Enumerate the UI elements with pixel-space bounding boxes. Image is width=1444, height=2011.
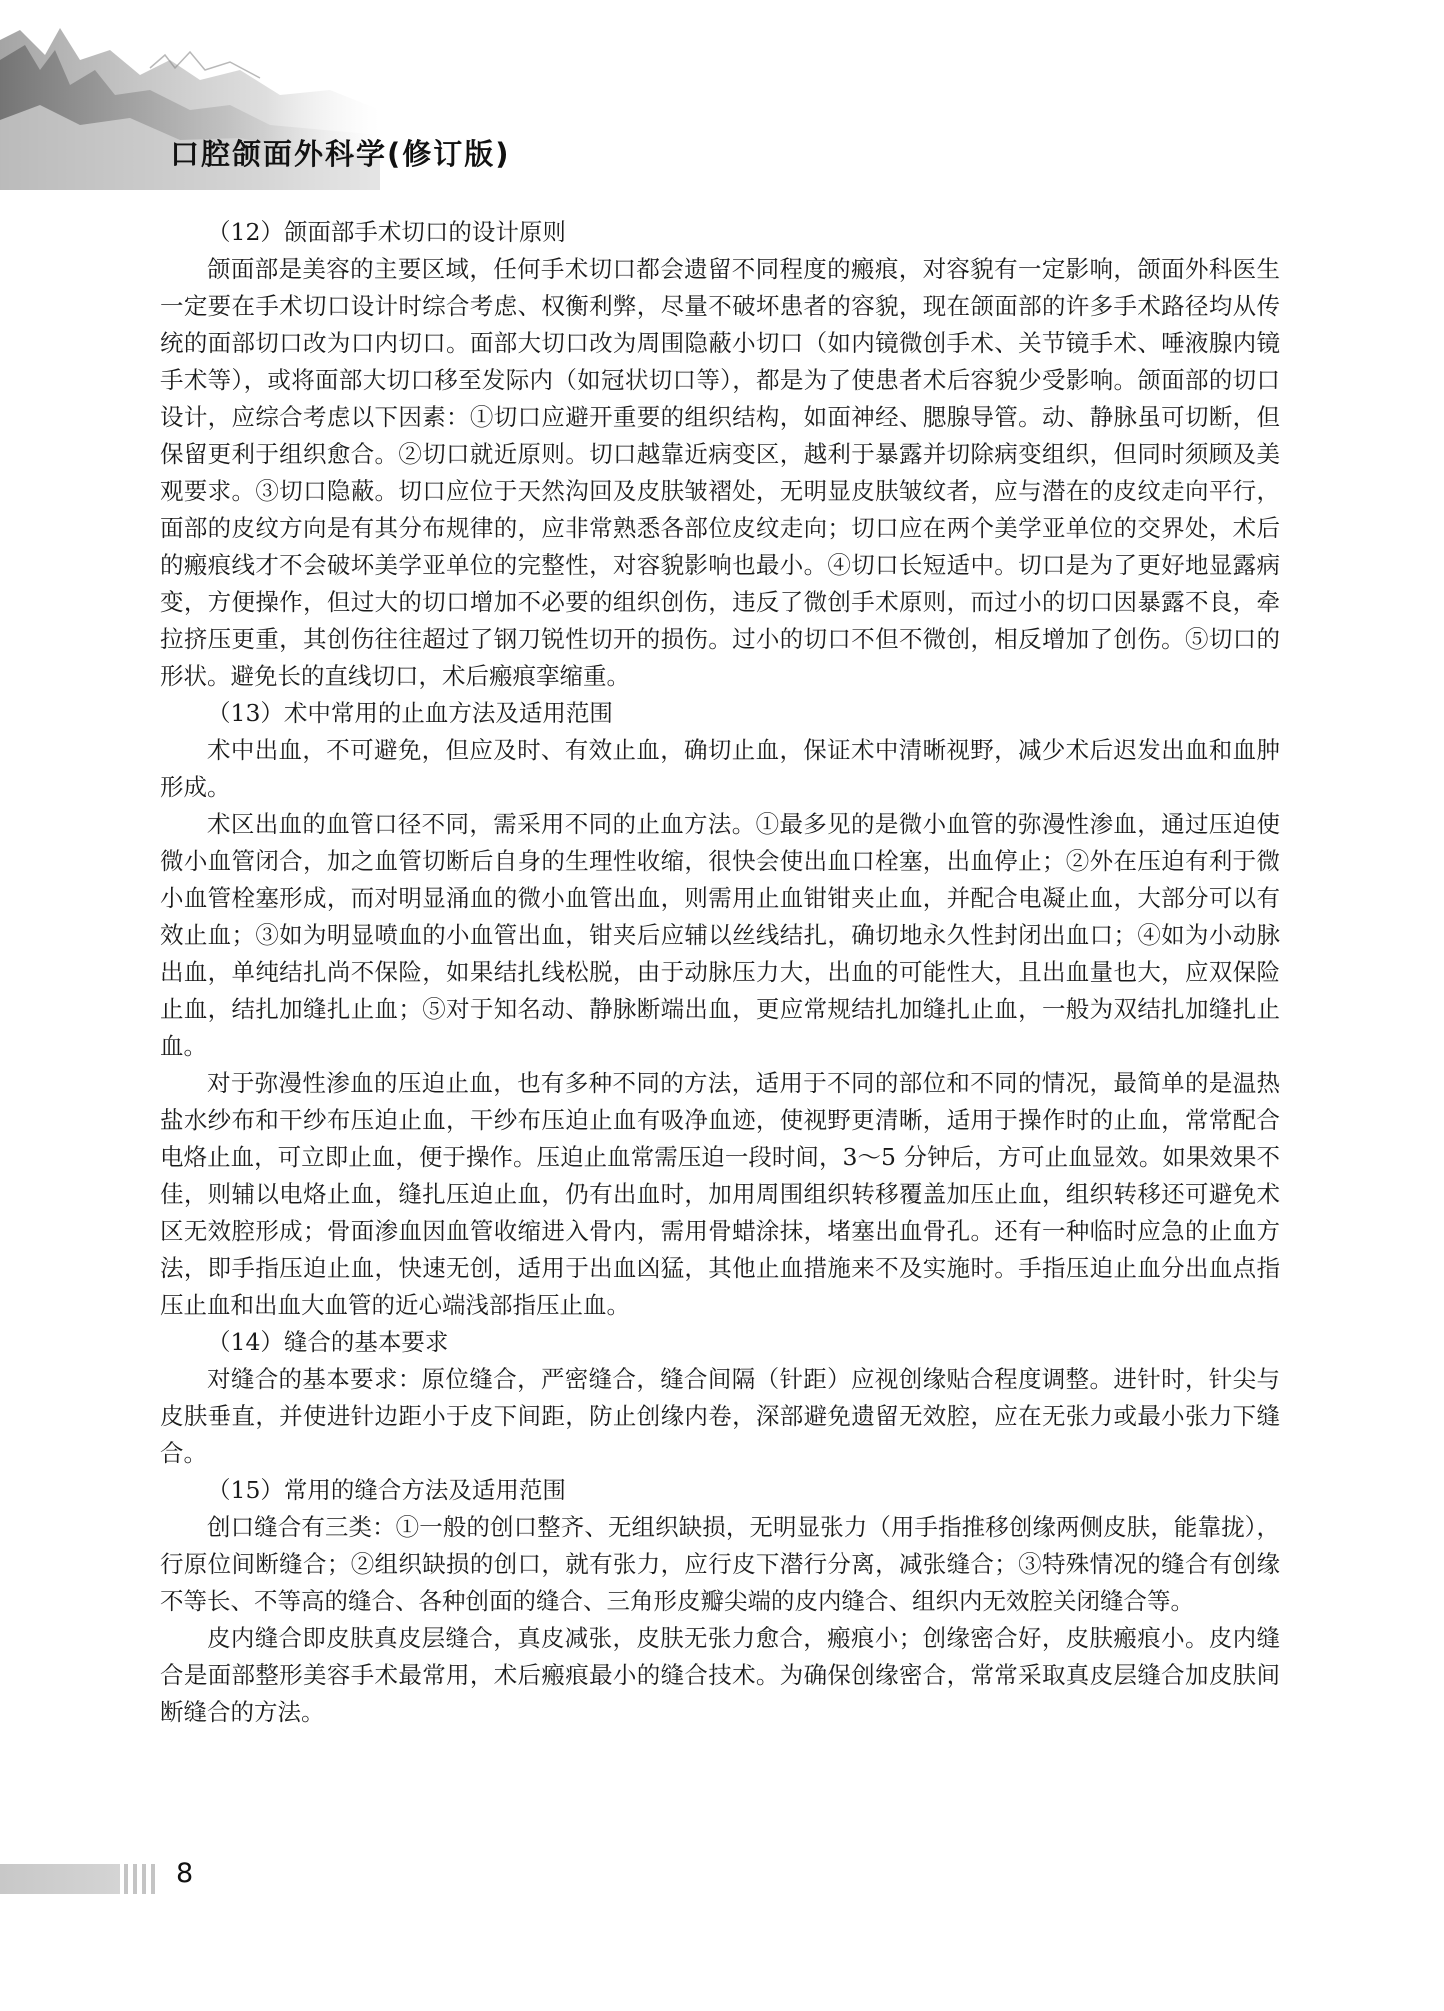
page-body bbox=[160, 214, 1280, 1731]
paragraph: 创口缝合有三类：①一般的创口整齐、无组织缺损，无明显张力（用手指推移创缘两侧皮肤，能靠拢），行原位间断缝合；②组织缺损的创口，就有张力，应行皮下潜行分离，减张缝合；③特殊情况的缝合有创缘不等长、不等高的缝合、各种创面的缝合、三角形皮瓣尖端的皮内缝合、组织内无效腔关闭缝合等。 bbox=[160, 1513, 1280, 1615]
footer-decorative-stripes bbox=[124, 1864, 160, 1894]
section-heading-14: （14）缝合的基本要求 bbox=[207, 1328, 449, 1356]
section-heading-12: （12）颌面部手术切口的设计原则 bbox=[207, 218, 566, 246]
footer-decorative-bar bbox=[0, 1864, 120, 1894]
paragraph: 颌面部是美容的主要区域，任何手术切口都会遗留不同程度的瘢痕，对容貌有一定影响，颌面外科医生一定要在手术切口设计时综合考虑、权衡利弊，尽量不破坏患者的容貌，现在颌面部的许多手术路径均从传统的面部切口改为口内切口。面部大切口改为周围隐蔽小切口（如内镜微创手术、关节镜手术、唾液腺内镜手术等），或将面部大切口移至发际内（如冠状切口等），都是为了使患者术后容貌少受影响。颌面部的切口设计，应综合考虑以下因素：①切口应避开重要的组织结构，如面神经、腮腺导管。动、静脉虽可切断，但保留更利于组织愈合。②切口就近原则。切口越靠近病变区，越利于暴露并切除病变组织，但同时须顾及美观要求。③切口隐蔽。切口应位于天然沟回及皮肤皱褶处，无明显皮肤皱纹者，应与潜在的皮纹走向平行，面部的皮纹方向是有其分布规律的，应非常熟悉各部位皮纹走向；切口应在两个美学亚单位的交界处，术后的瘢痕线才不会破坏美学亚单位的完整性，对容貌影响也最小。④切口长短适中。切口是为了更好地显露病变，方便操作，但过大的切口增加不必要的组织创伤，违反了微创手术原则，而过小的切口因暴露不良，牵拉挤压更重，其创伤往往超过了钢刀锐性切开的损伤。过小的切口不但不微创，相反增加了创伤。⑤切口的形状。避免长的直线切口，术后瘢痕挛缩重。 bbox=[160, 255, 1280, 690]
paragraph: 对于弥漫性渗血的压迫止血，也有多种不同的方法，适用于不同的部位和不同的情况，最简单的是温热盐水纱布和干纱布压迫止血，干纱布压迫止血有吸净血迹，使视野更清晰，适用于操作时的止血，常常配合电烙止血，可立即止血，便于操作。压迫止血常需压迫一段时间，3～5 分钟后，方可止血显效。如果效果不佳，则辅以电烙止血，缝扎压迫止血，仍有出血时，加用周围组织转移覆盖加压止血，组织转移还可避免术区无效腔形成；骨面渗血因血管收缩进入骨内，需用骨蜡涂抹，堵塞出血骨孔。还有一种临时应急的止血方法，即手指压迫止血，快速无创，适用于出血凶猛，其他止血措施来不及实施时。手指压迫止血分出血点指压止血和出血大血管的近心端浅部指压止血。 bbox=[160, 1069, 1280, 1319]
paragraph: 术区出血的血管口径不同，需采用不同的止血方法。①最多见的是微小血管的弥漫性渗血，通过压迫使微小血管闭合，加之血管切断后自身的生理性收缩，很快会使出血口栓塞，出血停止；②外在压迫有利于微小血管栓塞形成，而对明显涌血的微小血管出血，则需用止血钳钳夹止血，并配合电凝止血，大部分可以有效止血；③如为明显喷血的小血管出血，钳夹后应辅以丝线结扎，确切地永久性封闭出血口；④如为小动脉出血，单纯结扎尚不保险，如果结扎线松脱，由于动脉压力大，出血的可能性大，且出血量也大，应双保险止血，结扎加缝扎止血；⑤对于知名动、静脉断端出血，更应常规结扎加缝扎止血，一般为双结扎加缝扎止血。 bbox=[160, 810, 1280, 1060]
page-number: 8 bbox=[176, 1858, 194, 1889]
paragraph: 术中出血，不可避免，但应及时、有效止血，确切止血，保证术中清晰视野，减少术后迟发出血和血肿形成。 bbox=[160, 736, 1280, 801]
paragraph: 对缝合的基本要求：原位缝合，严密缝合，缝合间隔（针距）应视创缘贴合程度调整。进针时，针尖与皮肤垂直，并使进针边距小于皮下间距，防止创缘内卷，深部避免遗留无效腔，应在无张力或最小张力下缝合。 bbox=[160, 1365, 1280, 1467]
book-title: 口腔颌面外科学(修订版) bbox=[170, 137, 511, 171]
section-heading-15: （15）常用的缝合方法及适用范围 bbox=[207, 1476, 566, 1504]
section-heading-13: （13）术中常用的止血方法及适用范围 bbox=[207, 699, 613, 727]
paragraph: 皮内缝合即皮肤真皮层缝合，真皮减张，皮肤无张力愈合，瘢痕小；创缘密合好，皮肤瘢痕小。皮内缝合是面部整形美容手术最常用，术后瘢痕最小的缝合技术。为确保创缘密合，常常采取真皮层缝合加皮肤间断缝合的方法。 bbox=[160, 1624, 1280, 1726]
